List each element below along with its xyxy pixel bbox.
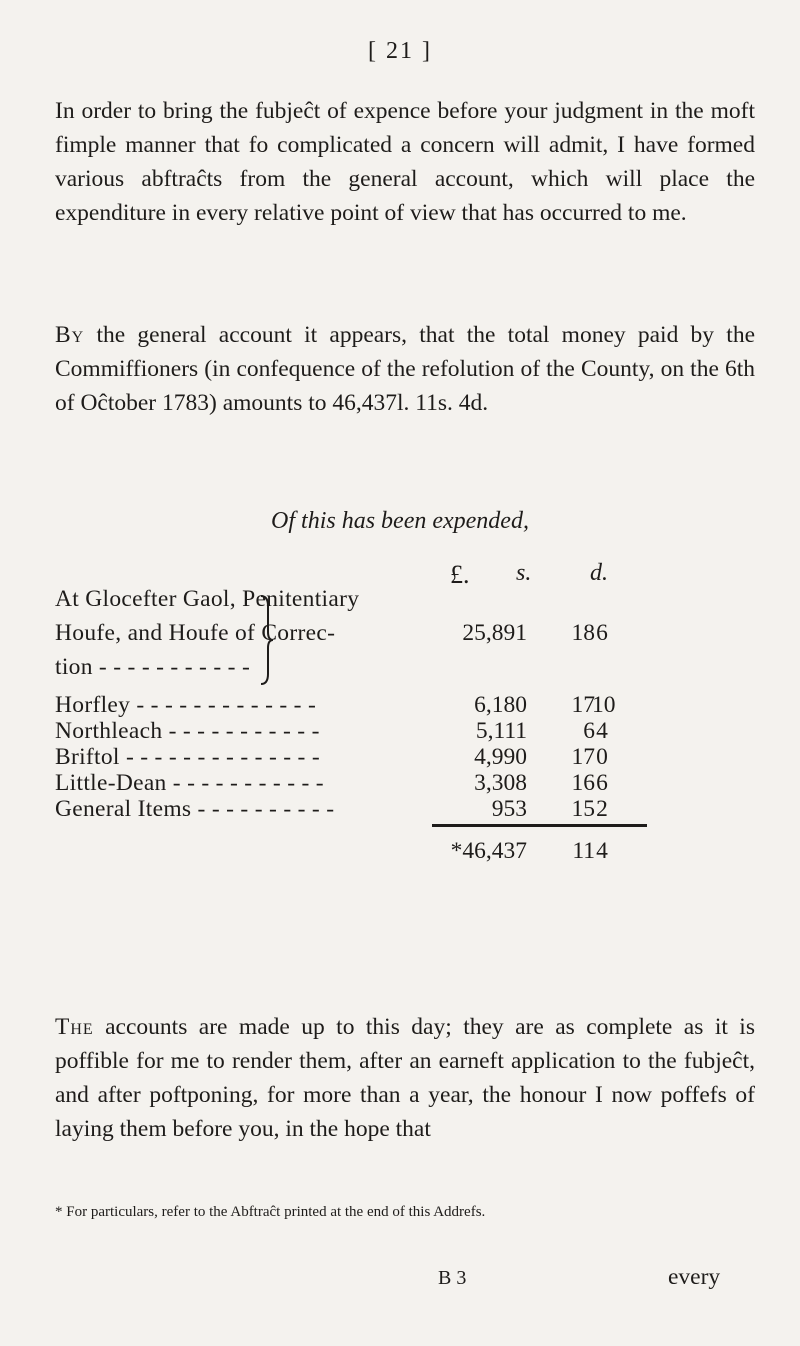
row-pounds: 3,308 xyxy=(474,770,527,796)
accounts-lead: The xyxy=(55,1014,94,1040)
row-shillings: 17 xyxy=(571,744,595,770)
table-row xyxy=(55,654,755,688)
row-shillings: 6 xyxy=(583,718,595,744)
footnote: * For particulars, refer to the Abftraĉt printed at the end of this Addrefs. xyxy=(55,1204,486,1220)
column-header-pence: d. xyxy=(590,560,608,586)
row-shillings: 18 xyxy=(571,620,595,646)
row-label: Northleach - - - - - - - - - - - xyxy=(55,718,320,744)
total-shillings: 11 xyxy=(572,838,595,864)
row-label: Horfley - - - - - - - - - - - - - xyxy=(55,692,317,718)
row-pounds: 953 xyxy=(491,796,527,822)
row-pence: 0 xyxy=(596,744,608,770)
brace-icon xyxy=(258,594,274,686)
table-row xyxy=(55,586,755,620)
row-pence: 2 xyxy=(596,796,608,822)
row-label: General Items - - - - - - - - - - xyxy=(55,796,335,822)
row-label: Little-Dean - - - - - - - - - - - xyxy=(55,770,324,796)
general-account-text: the general account it appears, that the total money paid by the Commiffioners (in confequence of the refolution of the County, on the 6th of Oĉtober 1783) amounts to 46,437l. 11s. 4d. xyxy=(55,322,755,416)
total-pounds: *46,437 xyxy=(450,838,527,864)
row-label-line: Houfe, and Houfe of Correc- xyxy=(55,620,336,646)
signature-mark: B 3 xyxy=(438,1267,467,1289)
general-account-lead: By xyxy=(55,322,85,348)
catchword: every xyxy=(668,1264,721,1290)
accounts-paragraph xyxy=(55,1010,755,1146)
row-shillings: 17 xyxy=(571,692,595,718)
row-pence: 6 xyxy=(596,770,608,796)
row-label: Briftol - - - - - - - - - - - - - - xyxy=(55,744,320,770)
page-number: [ 21 ] xyxy=(368,38,432,64)
row-shillings: 15 xyxy=(571,796,595,822)
accounts-text: accounts are made up to this day; they are as complete as it is poffible for me to render them, after an earneft application to the fubjeĉt, and after poftponing, for more than a year, the honour I now poffefs of laying them before you, in the hope that xyxy=(55,1014,755,1142)
total-rule xyxy=(432,824,647,827)
table-subheading: Of this has been expended, xyxy=(271,508,529,534)
row-shillings: 16 xyxy=(571,770,595,796)
row-pence: 6 xyxy=(596,620,608,646)
total-row xyxy=(55,838,755,872)
intro-paragraph: In order to bring the fubjeĉt of expence before your judgment in the moft fimple manner that fo complicated a concern will admit, I have formed various abftraĉts from the general account, which will place the expenditure in every relative point of view that has occurred to me. xyxy=(55,98,755,226)
table-row xyxy=(55,620,755,654)
row-label-line: At Glocefter Gaol, Penitentiary xyxy=(55,586,360,612)
general-account-paragraph xyxy=(55,318,755,420)
row-pounds: 6,180 xyxy=(474,692,527,718)
row-pounds: 4,990 xyxy=(474,744,527,770)
row-pence: 10 xyxy=(592,692,616,718)
row-pence: 4 xyxy=(596,718,608,744)
table-row xyxy=(55,796,755,830)
row-pounds: 5,111 xyxy=(475,718,527,744)
row-label-line: tion - - - - - - - - - - - xyxy=(55,654,251,680)
row-pounds: 25,891 xyxy=(462,620,527,646)
column-header-shillings: s. xyxy=(516,560,532,586)
total-pence: 4 xyxy=(596,838,608,864)
column-header-pounds: £. xyxy=(450,560,470,589)
